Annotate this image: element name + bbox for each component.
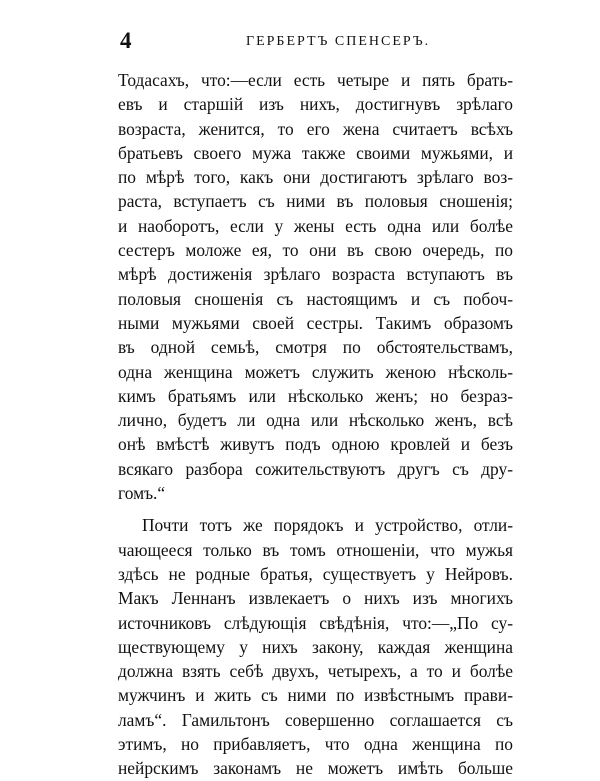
text-line: возраста, женится, то его жена считаетъ всѣхъ [118, 118, 513, 139]
text-line: лично, будетъ ли одна или нѣсколько женъ, всѣ [118, 410, 513, 431]
text-line: мѣрѣ достиженiя зрѣлаго возраста вступаютъ въ [118, 264, 513, 285]
text-line: ными мужьями своей сестры. Такимъ образомъ [118, 312, 513, 333]
page-header [118, 28, 503, 56]
text-line: всякаго разбора сожительствуютъ другъ съ дру- [118, 458, 513, 479]
text-line: раста, вступаетъ съ ними въ половыя сношенiя; [118, 191, 513, 212]
text-line: кимъ братьямъ или нѣсколько женъ; но безраз- [118, 385, 513, 406]
text-line: Тодасахъ, что:—если есть четыре и пять брать- [118, 70, 513, 90]
text-line: по мѣрѣ того, какъ они достигаютъ зрѣлаго воз- [118, 167, 513, 188]
text-line: должна взять себѣ двухъ, четырехъ, а то и болѣе [118, 661, 513, 682]
text-line: источниковъ слѣдующiя свѣдѣнiя, что:—„По су- [118, 612, 513, 633]
text-line: сестеръ моложе ея, то они въ свою очередь, по [118, 240, 513, 261]
page-number: 4 [120, 28, 132, 53]
body-text [118, 68, 513, 781]
paragraph-1 [118, 68, 513, 505]
text-line: Почти тотъ же порядокъ и устройство, отли- [142, 515, 513, 536]
text-line: этимъ, но прибавляетъ, что одна женщина по [118, 734, 513, 755]
text-line: и наоборотъ, если у жены есть одна или болѣе [118, 215, 513, 236]
text-line: нейрскимъ законамъ не можетъ имѣть больше [118, 758, 513, 779]
text-line: въ одной семьѣ, смотря по обстоятельствамъ, [118, 337, 513, 358]
paragraph-2 [118, 513, 513, 780]
text-line: онѣ вмѣстѣ живутъ подъ одною кровлей и безъ [118, 434, 513, 455]
text-line: евъ и старшiй изъ нихъ, достигнувъ зрѣлаго [118, 94, 513, 115]
text-line: чающееся только въ томъ отношенiи, что мужья [118, 539, 513, 560]
text-line: мужчинъ и жить съ ними по извѣстнымъ прави- [118, 685, 513, 706]
text-line: Макъ Леннанъ извлекаетъ о нихъ изъ многихъ [118, 588, 513, 609]
text-line: половыя сношенiя съ настоящимъ и съ побоч- [118, 288, 513, 309]
text-line: гомъ.“ [118, 483, 166, 504]
text-line: здѣсь не родные братья, существуетъ у Нейровъ. [118, 563, 513, 584]
running-head: ГЕРБЕРТЪ СПЕНСЕРЪ. [246, 34, 431, 49]
text-line: одна женщина можетъ служить женою нѣсколь- [118, 361, 513, 382]
text-line: ществующему у нихъ закону, каждая женщина [118, 636, 513, 657]
text-line: братьевъ своего мужа также своими мужьями, и [118, 142, 513, 163]
text-line: ламъ“. Гамильтонъ совершенно соглашается съ [118, 709, 513, 730]
